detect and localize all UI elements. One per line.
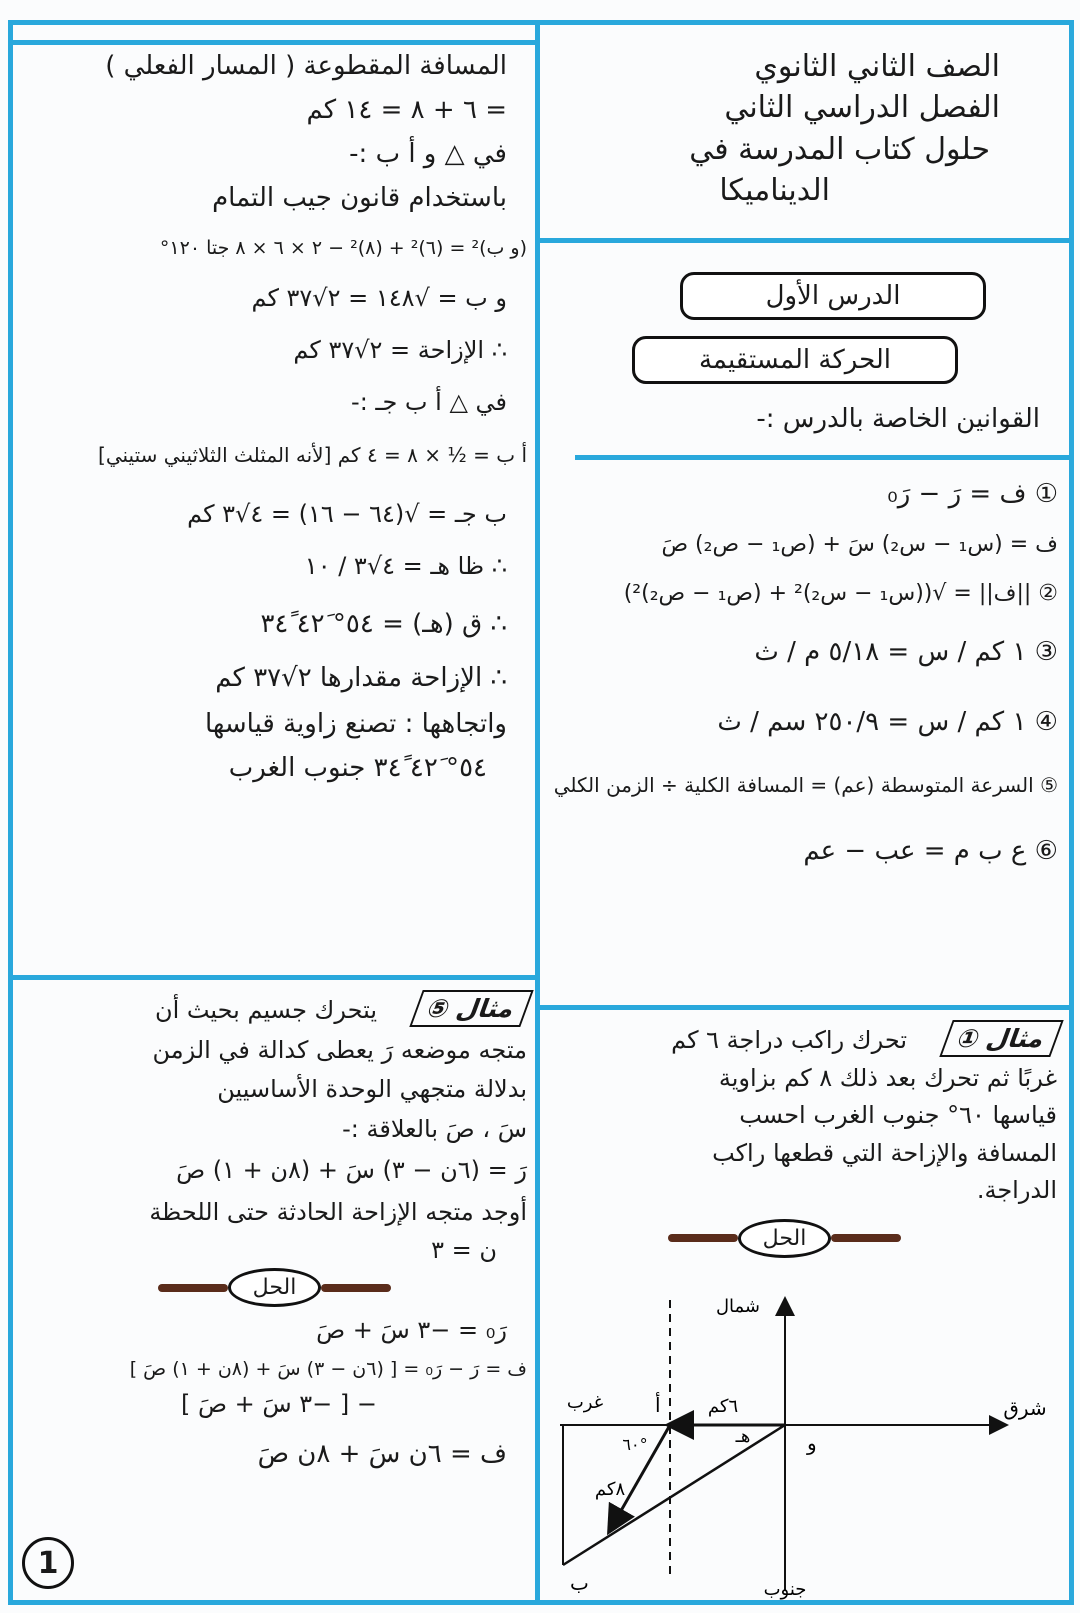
label-theta: هـ: [735, 1426, 751, 1447]
sol-line: واتجاهها : تصنع زاوية قياسها: [204, 709, 507, 740]
example-1-badge: مثال ①: [940, 1020, 1064, 1057]
law-5: ⑤ السرعة المتوسطة (عم) = المسافة الكلية ÷ الزمن الكلي: [553, 773, 1058, 798]
law-2: ② ||ف|| = √((س₁ − س₂)² + (ص₁ − ص₂)²): [623, 581, 1058, 607]
example-1-line: قياسها ٦٠° جنوب الغرب احسب: [739, 1101, 1057, 1130]
divider-left-top: [8, 40, 540, 45]
sol-line: المسافة المقطوعة ( المسار الفعلي ): [105, 51, 507, 81]
example-5-solution-line: − [ −٣ سَ + صَ ]: [180, 1389, 377, 1418]
label-angle: ٦٠°: [622, 1435, 648, 1454]
example-5-badge: مثال ⑤: [410, 990, 534, 1027]
sol-line: في △ أ ب جـ :-: [351, 387, 507, 416]
sol-line: أ ب = ½ × ٨ = ٤ كم [لأنه المثلث الثلاثيني ستيني]: [98, 443, 527, 468]
label-a: أ: [655, 1393, 661, 1417]
example-5-line: أوجد متجه الإزاحة الحادثة حتى اللحظة: [149, 1197, 527, 1226]
sol-line: و ب = √١٤٨ = ٢√٣٧ كم: [251, 284, 507, 313]
example-5-line: سَ ، صَ بالعلاقة :-: [342, 1114, 527, 1143]
sol-line: (و ب)² = (٦)² + (٨)² − ٢ × ٦ × ٨ جتا ١٢٠°: [159, 236, 527, 259]
lesson-title-box: الدرس الأول: [680, 272, 986, 320]
sol-line: ∴ ق (هـ) = ٥٤° ٤٢َ ٣٤ً: [260, 609, 507, 640]
label-ab-length: ٨كم: [594, 1479, 626, 1500]
example-5-solution-line: ف = ٦ن سَ + ٨ن صَ: [257, 1439, 507, 1470]
label-o: و: [807, 1431, 817, 1455]
example-5-solution-line: رَ₀ = −٣ سَ + صَ: [316, 1316, 507, 1345]
label-north: شمال: [715, 1296, 760, 1317]
example-5: [22, 990, 527, 1470]
header-line-subject: الديناميكا: [719, 172, 830, 208]
example-5-line: بدلالة متجهي الوحدة الأساسيين: [217, 1075, 527, 1104]
example-5-line: متجه موضعه رَ يعطى كدالة في الزمن: [152, 1035, 527, 1064]
example-5-line: يتحرك جسيم بحيث أن: [154, 996, 377, 1024]
solution-oval: الحل: [228, 1268, 322, 1307]
example-5-line: ن = ٣: [431, 1235, 497, 1264]
example-1-line: الدراجة.: [976, 1176, 1057, 1205]
example-5-solution-line: ف = رَ − رَ₀ = [ (٦ن − ٣) سَ + (٨ن + ١) صَ ]: [129, 1357, 527, 1380]
label-oa-length: ٦كم: [707, 1396, 739, 1417]
left-solution: [22, 52, 527, 784]
label-b: ب: [570, 1571, 589, 1595]
header-block: [560, 50, 1040, 208]
sol-line: في △ و أ ب :-: [349, 138, 507, 169]
header-line-solutions: حلول كتاب المدرسة في: [689, 132, 990, 167]
solution-label-1: [552, 1219, 1017, 1258]
solution-oval: الحل: [738, 1219, 832, 1258]
divider-left-example: [8, 975, 540, 980]
example-1-line: تحرك راكب دراجة ٦ كم: [671, 1026, 907, 1054]
column-divider: [535, 20, 540, 1605]
example-5-line: رَ = (٦ن − ٣) سَ + (٨ن + ١) صَ: [176, 1156, 527, 1185]
law-1: ① ف = رَ − رَ₀: [887, 479, 1058, 509]
law-3: ③ ١ كم / س = ٥/١٨ م / ث: [754, 637, 1058, 668]
example-1-line: المسافة والإزاحة التي قطعها راكب: [712, 1138, 1057, 1167]
label-south: جنوب: [763, 1579, 807, 1600]
law-1b: ف = (س₁ − س₂) سَ + (ص₁ − ص₂) صَ: [661, 531, 1058, 557]
sol-line: ∴ ظا هـ = ٤√٣ / ١٠: [304, 551, 507, 580]
displacement-diagram: [555, 1290, 1055, 1600]
divider-right-example: [540, 1005, 1074, 1010]
header-line-term: الفصل الدراسي الثاني: [724, 89, 1000, 125]
law-6: ⑥ ع ب م = عب − عم: [803, 836, 1058, 867]
sol-line: = ٦ + ٨ = ١٤ كم: [306, 94, 507, 125]
label-west: غرب: [566, 1392, 604, 1413]
sol-line: ∴ الإزاحة = ٢√٣٧ كم: [293, 336, 507, 364]
solution-bar-right: [321, 1284, 391, 1292]
divider-header: [540, 238, 1074, 243]
sol-line: ب جـ = √(٦٤ − ١٦) = ٤√٣ كم: [187, 500, 507, 529]
solution-bar-left: [668, 1234, 738, 1242]
solution-label-5: [22, 1268, 527, 1307]
page-number: 1: [22, 1537, 74, 1589]
laws-list: [548, 480, 1058, 867]
example-1-line: غربًا ثم تحرك بعد ذلك ٨ كم بزاوية: [718, 1063, 1057, 1092]
header-line-grade: الصف الثاني الثانوي: [754, 49, 1000, 84]
solution-bar-left: [158, 1284, 228, 1292]
label-east: شرق: [1003, 1396, 1047, 1420]
divider-rules: [575, 455, 1074, 460]
law-4: ④ ١ كم / س = ٢٥٠/٩ سم / ث: [717, 707, 1058, 738]
sol-line: باستخدام قانون جيب التمام: [212, 182, 507, 213]
sol-line: ٥٤° ٤٢َ ٣٤ً جنوب الغرب: [228, 753, 487, 784]
solution-bar-right: [831, 1234, 901, 1242]
rules-heading: القوانين الخاصة بالدرس :-: [756, 404, 1040, 434]
example-1: [552, 1020, 1057, 1264]
lesson-subtitle-box: الحركة المستقيمة: [632, 336, 958, 384]
sol-line: ∴ الإزاحة مقدارها ٢√٣٧ كم: [215, 663, 507, 694]
